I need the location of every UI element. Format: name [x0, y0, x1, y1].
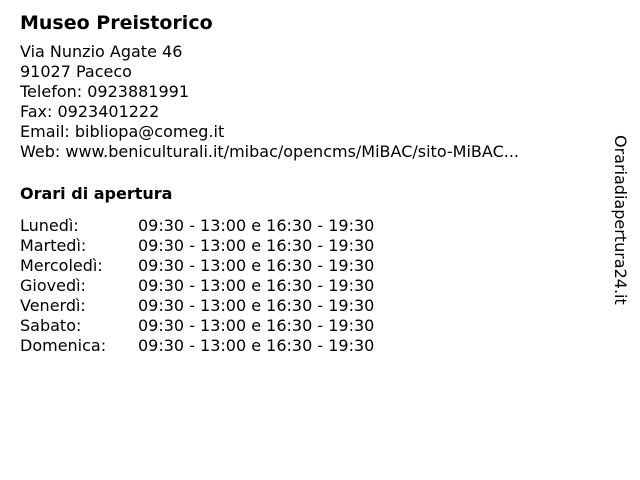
phone-line[interactable]: Telefon: 0923881991 — [20, 82, 190, 101]
site-watermark: Orariadiapertura24.it — [611, 135, 630, 305]
day-label: Domenica: — [20, 336, 107, 355]
email-line[interactable]: Email: bibliopa@comeg.it — [20, 122, 225, 141]
hours-row-saturday — [20, 316, 600, 336]
day-label: Sabato: — [20, 316, 82, 335]
museum-card — [20, 10, 600, 356]
time-value: 09:30 - 13:00 e 16:30 - 19:30 — [138, 236, 375, 255]
hours-row-friday — [20, 296, 600, 316]
hours-heading: Orari di apertura — [20, 184, 173, 203]
time-value: 09:30 - 13:00 e 16:30 - 19:30 — [138, 296, 375, 315]
time-value: 09:30 - 13:00 e 16:30 - 19:30 — [138, 336, 375, 355]
web-line[interactable]: Web: www.beniculturali.it/mibac/opencms/MiBAC/sito-MiBAC... — [20, 142, 519, 161]
hours-row-tuesday — [20, 236, 600, 256]
hours-row-monday — [20, 216, 600, 236]
day-label: Martedì: — [20, 236, 87, 255]
hours-table — [20, 216, 600, 356]
time-value: 09:30 - 13:00 e 16:30 - 19:30 — [138, 256, 375, 275]
time-value: 09:30 - 13:00 e 16:30 - 19:30 — [138, 216, 375, 235]
day-label: Venerdì: — [20, 296, 86, 315]
contact-info — [20, 42, 600, 162]
city-line: 91027 Paceco — [20, 62, 132, 81]
day-label: Mercoledì: — [20, 256, 103, 275]
time-value: 09:30 - 13:00 e 16:30 - 19:30 — [138, 276, 375, 295]
hours-row-wednesday — [20, 256, 600, 276]
hours-row-thursday — [20, 276, 600, 296]
address-line: Via Nunzio Agate 46 — [20, 42, 183, 61]
fax-line: Fax: 0923401222 — [20, 102, 160, 121]
hours-row-sunday — [20, 336, 600, 356]
time-value: 09:30 - 13:00 e 16:30 - 19:30 — [138, 316, 375, 335]
day-label: Giovedì: — [20, 276, 86, 295]
day-label: Lunedì: — [20, 216, 79, 235]
page-title: Museo Preistorico — [20, 12, 213, 34]
